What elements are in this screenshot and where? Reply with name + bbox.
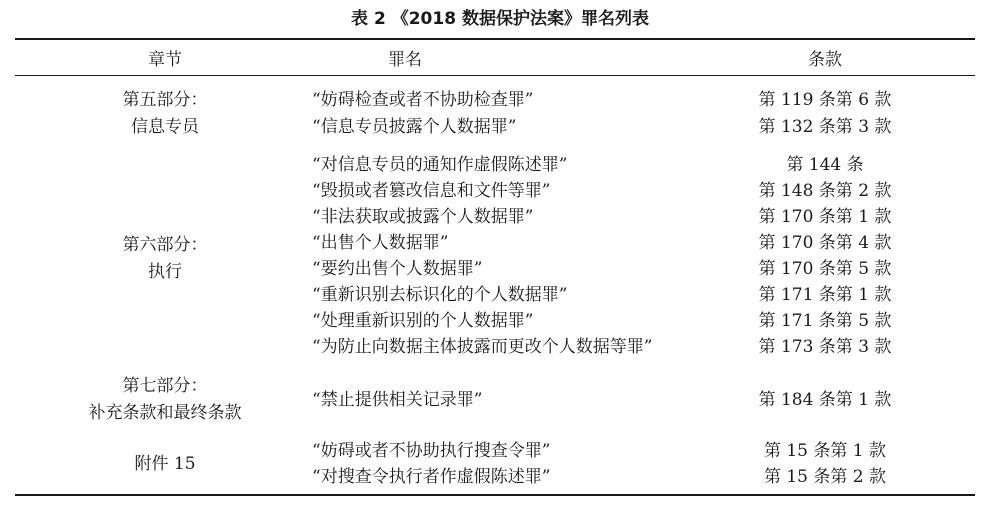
chapter-line: 执行 <box>148 262 182 282</box>
clause-cell: 第 173 条第 3 款 <box>758 337 892 357</box>
chapter-line: 第六部分： <box>122 235 208 255</box>
clause-cell: 第 15 条第 2 款 <box>763 467 887 487</box>
table-caption: 表 2 《2018 数据保护法案》罪名列表 <box>351 9 649 29</box>
crime-cell: “对搜查令执行者作虚假陈述罪” <box>312 467 551 487</box>
crime-cell: “信息专员披露个人数据罪” <box>312 117 517 137</box>
clause-cell: 第 132 条第 3 款 <box>758 117 892 137</box>
crime-cell: “处理重新识别的个人数据罪” <box>312 311 534 331</box>
header-chapter: 章节 <box>148 50 182 70</box>
table-row <box>15 230 975 257</box>
bottom-rule <box>15 494 975 496</box>
chapter-line: 补充条款和最终条款 <box>88 403 242 423</box>
chapter-line: 第五部分： <box>122 90 208 110</box>
crime-cell: “要约出售个人数据罪” <box>312 259 483 279</box>
table-row <box>15 204 975 231</box>
chapter-line: 信息专员 <box>131 117 199 137</box>
clause-cell: 第 15 条第 1 款 <box>763 441 887 461</box>
table-row <box>15 114 975 141</box>
chapter-line: 第七部分： <box>122 376 208 396</box>
crime-cell: “出售个人数据罪” <box>312 233 449 253</box>
table-row <box>15 334 975 361</box>
table-row <box>15 152 975 179</box>
table-row <box>15 282 975 309</box>
chapter-line: 附件 15 <box>134 454 196 474</box>
table-row <box>15 87 975 114</box>
crime-cell: “妨碍检查或者不协助检查罪” <box>312 90 534 110</box>
header-clause: 条款 <box>808 50 842 70</box>
crime-cell: “非法获取或披露个人数据罪” <box>312 207 534 227</box>
table-row <box>15 178 975 205</box>
header-crime: 罪名 <box>388 50 422 70</box>
clause-cell: 第 171 条第 1 款 <box>758 285 892 305</box>
crime-cell: “为防止向数据主体披露而更改个人数据等罪” <box>312 337 653 357</box>
table-row <box>15 387 975 414</box>
clause-cell: 第 144 条 <box>786 155 864 175</box>
crime-cell: “重新识别去标识化的个人数据罪” <box>312 285 568 305</box>
clause-cell: 第 148 条第 2 款 <box>758 181 892 201</box>
crime-cell: “毁损或者篡改信息和文件等罪” <box>312 181 551 201</box>
top-rule <box>15 38 975 40</box>
clause-cell: 第 170 条第 1 款 <box>758 207 892 227</box>
clause-cell: 第 170 条第 5 款 <box>758 259 892 279</box>
clause-cell: 第 184 条第 1 款 <box>758 390 892 410</box>
clause-cell: 第 171 条第 5 款 <box>758 311 892 331</box>
table-row <box>15 256 975 283</box>
crime-cell: “禁止提供相关记录罪” <box>312 390 483 410</box>
table-row <box>15 464 975 491</box>
clause-cell: 第 170 条第 4 款 <box>758 233 892 253</box>
table-row <box>15 308 975 335</box>
crime-cell: “妨碍或者不协助执行搜查令罪” <box>312 441 551 461</box>
clause-cell: 第 119 条第 6 款 <box>758 90 892 110</box>
crime-cell: “对信息专员的通知作虚假陈述罪” <box>312 155 568 175</box>
table-row <box>15 438 975 465</box>
header-rule <box>15 75 975 76</box>
